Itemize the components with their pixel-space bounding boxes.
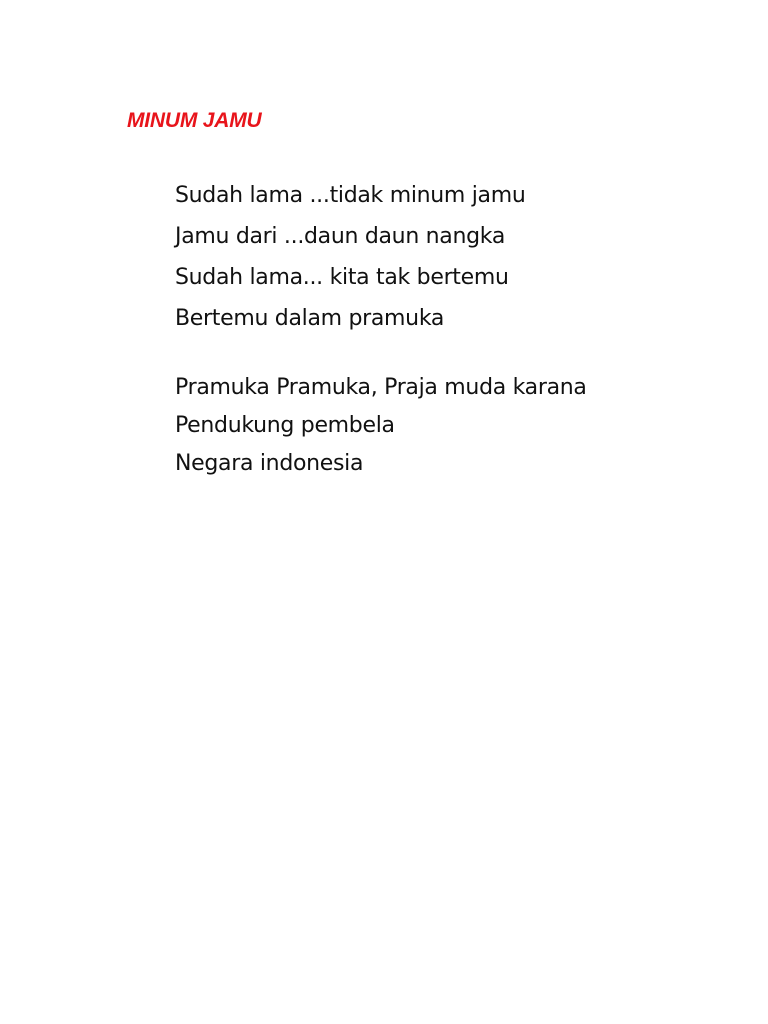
stanza-2-line-2: Pendukung pembela xyxy=(175,413,395,438)
document-title: MINUM JAMU xyxy=(127,109,262,132)
stanza-1-line-3: Sudah lama... kita tak bertemu xyxy=(175,265,509,290)
stanza-1-line-1: Sudah lama ...tidak minum jamu xyxy=(175,183,526,208)
stanza-1-line-2: Jamu dari ...daun daun nangka xyxy=(175,224,506,249)
stanza-2 xyxy=(175,369,587,483)
stanza-2-line-3: Negara indonesia xyxy=(175,451,364,476)
stanza-2-line-1: Pramuka Pramuka, Praja muda karana xyxy=(175,375,587,400)
stanza-1 xyxy=(175,175,526,339)
stanza-1-line-4: Bertemu dalam pramuka xyxy=(175,306,445,331)
